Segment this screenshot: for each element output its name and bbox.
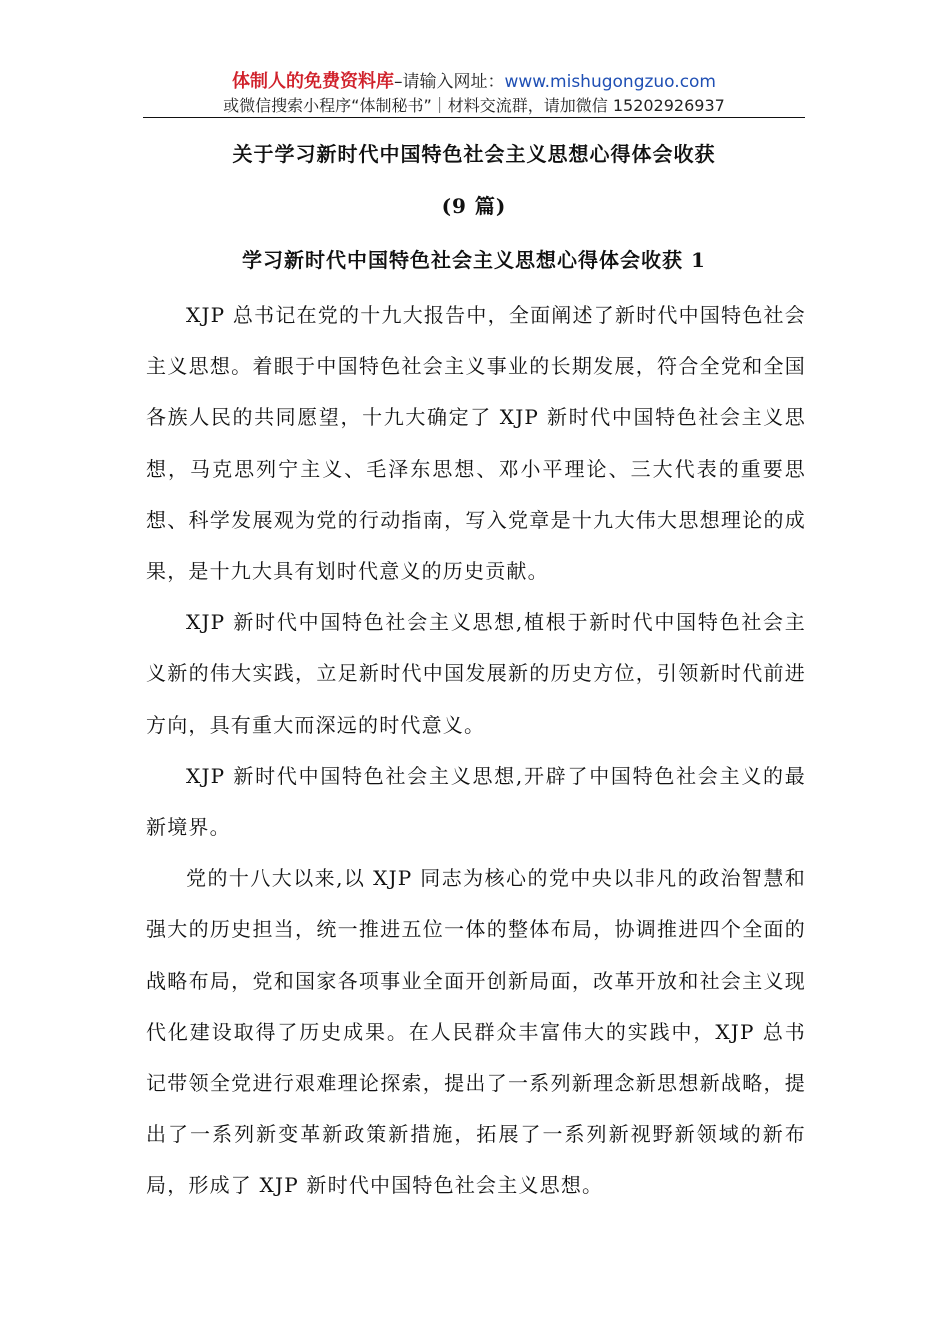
paragraph: 党的十八大以来,以 XJP 同志为核心的党中央以非凡的政治智慧和强大的历史担当，统一推进五位一体的整体布局，协调推进四个全面的战略布局，党和国家各项事业全面开创新局面，改革开放和社会主义现代化建设取得了历史成果。在人民群众丰富伟大的实践中，XJP 总书记带领全党进行艰难理论探索，提出了一系列新理念新思想新战略，提出了一系列新变革新政策新措施，拓展了一系列新视野新领域的新布局，形成了 XJP 新时代中国特色社会主义思想。 xyxy=(146,866,806,1198)
document-article-count: (9 篇) xyxy=(441,194,507,218)
header-divider xyxy=(143,117,805,118)
header-promo-line xyxy=(143,70,805,94)
url-prompt: –请输入网址： xyxy=(393,72,505,92)
document-body xyxy=(146,290,806,1212)
brand-name: 体制人的免费资料库 xyxy=(231,71,394,92)
paragraph: XJP 新时代中国特色社会主义思想,植根于新时代中国特色社会主义新的伟大实践，立足新时代中国发展新的历史方位，引领新时代前进方向，具有重大而深远的时代意义。 xyxy=(146,610,806,737)
paragraph: XJP 总书记在党的十九大报告中，全面阐述了新时代中国特色社会主义思想。着眼于中国特色社会主义事业的长期发展，符合全党和全国各族人民的共同愿望，十九大确定了 XJP 新时代中国特色社会主义思想，马克思列宁主义、毛泽东思想、邓小平理论、三大代表的重要思想、科学发展观为党的行动指南，写入党章是十九大伟大思想理论的成果，是十九大具有划时代意义的历史贡献。 xyxy=(146,303,806,584)
document-title: 关于学习新时代中国特色社会主义思想心得体会收获 xyxy=(232,142,716,166)
website-link[interactable]: www.mishugongzuo.com xyxy=(504,72,716,92)
header-contact-line: 或微信搜索小程序“体制秘书”｜材料交流群，请加微信 15202926937 xyxy=(223,96,725,115)
page-header xyxy=(143,70,805,117)
section-heading: 学习新时代中国特色社会主义思想心得体会收获 1 xyxy=(242,248,706,272)
paragraph: XJP 新时代中国特色社会主义思想,开辟了中国特色社会主义的最新境界。 xyxy=(146,763,806,840)
